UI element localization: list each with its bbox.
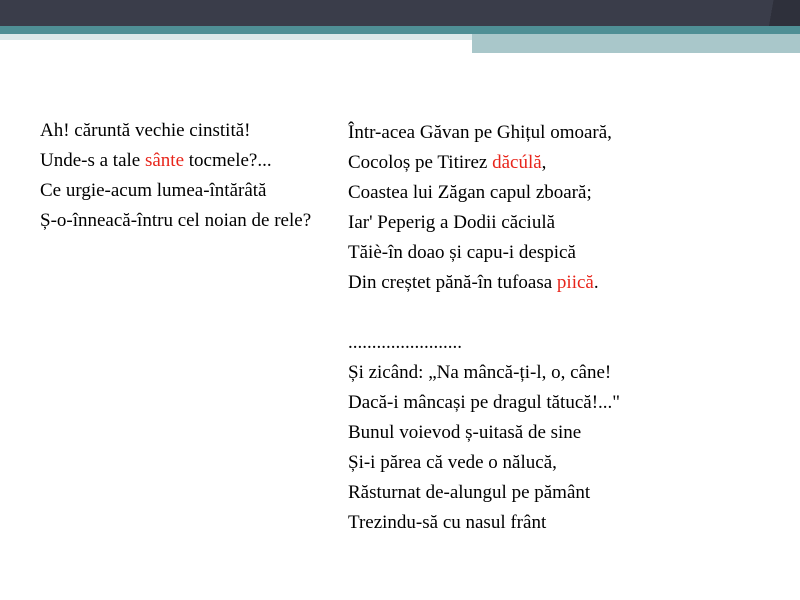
- verse-line: [348, 388, 788, 418]
- verse-text: tocmele?...: [184, 150, 272, 171]
- verse-line: [348, 508, 788, 538]
- verse-text: Coastea lui Zăgan capul zboară;: [348, 182, 592, 203]
- verse-line: [40, 116, 370, 146]
- verse-line: [40, 176, 370, 206]
- verse-text: ,: [541, 152, 547, 173]
- verse-text: Ce urgie-acum lumea-întărâtă: [40, 180, 267, 201]
- verse-line: [348, 358, 788, 388]
- highlighted-word: dăcúlă: [492, 152, 542, 173]
- verse-text: Din creștet pănă-în tufoasa: [348, 272, 557, 293]
- header-bar-dark: [0, 0, 778, 26]
- stanza-gap: [348, 298, 788, 328]
- header-corner-notch: [760, 0, 778, 26]
- verse-line: [348, 418, 788, 448]
- verse-text: Și-i părea că vede o nălucă,: [348, 452, 557, 473]
- header-bar-teal: [0, 26, 800, 34]
- verse-line: [348, 238, 788, 268]
- header-bar-light-left: [0, 34, 472, 40]
- verse-line: [348, 148, 788, 178]
- verse-text: Ș-o-înneacă-întru cel noian de rele?: [40, 210, 312, 231]
- header-bar-corner: [778, 0, 800, 26]
- verse-text: Tăiè-în doao și capu-i despică: [348, 242, 576, 263]
- verse-line: [348, 268, 788, 298]
- verse-text: Cocoloș pe Titirez: [348, 152, 493, 173]
- verse-line: [40, 146, 370, 176]
- verse-line: [348, 448, 788, 478]
- header-bar-light-right: [472, 34, 800, 53]
- verse-text: .: [593, 272, 599, 293]
- highlighted-word: piică: [556, 272, 594, 293]
- verse-line: [348, 118, 788, 148]
- verse-text: Trezindu-să cu nasul frânt: [348, 512, 547, 533]
- verse-text: Unde-s a tale: [40, 150, 145, 171]
- stanza-separator: ........................: [348, 332, 462, 353]
- right-stanza-1: [348, 118, 788, 298]
- right-column: [348, 118, 788, 538]
- verse-line: [348, 478, 788, 508]
- highlighted-word: sânte: [144, 150, 185, 171]
- verse-text: Iar' Peperig a Dodii căciulă: [348, 212, 556, 233]
- verse-line: [40, 206, 370, 236]
- verse-text: Ah! căruntă vechie cinstită!: [40, 120, 251, 141]
- verse-text: Bunul voievod ș-uitasă de sine: [348, 422, 582, 443]
- right-stanza-2: [348, 358, 788, 538]
- verse-line: [348, 208, 788, 238]
- verse-text: Într-acea Găvan pe Ghițul omoară,: [348, 122, 612, 143]
- left-stanza: [40, 116, 370, 236]
- verse-text: Și zicând: „Na mâncă-ți-l, o, câne!: [348, 362, 612, 383]
- verse-line: [348, 178, 788, 208]
- verse-text: Dacă-i mâncași pe dragul tătucă!...": [348, 392, 621, 413]
- verse-text: Răsturnat de-alungul pe pământ: [348, 482, 591, 503]
